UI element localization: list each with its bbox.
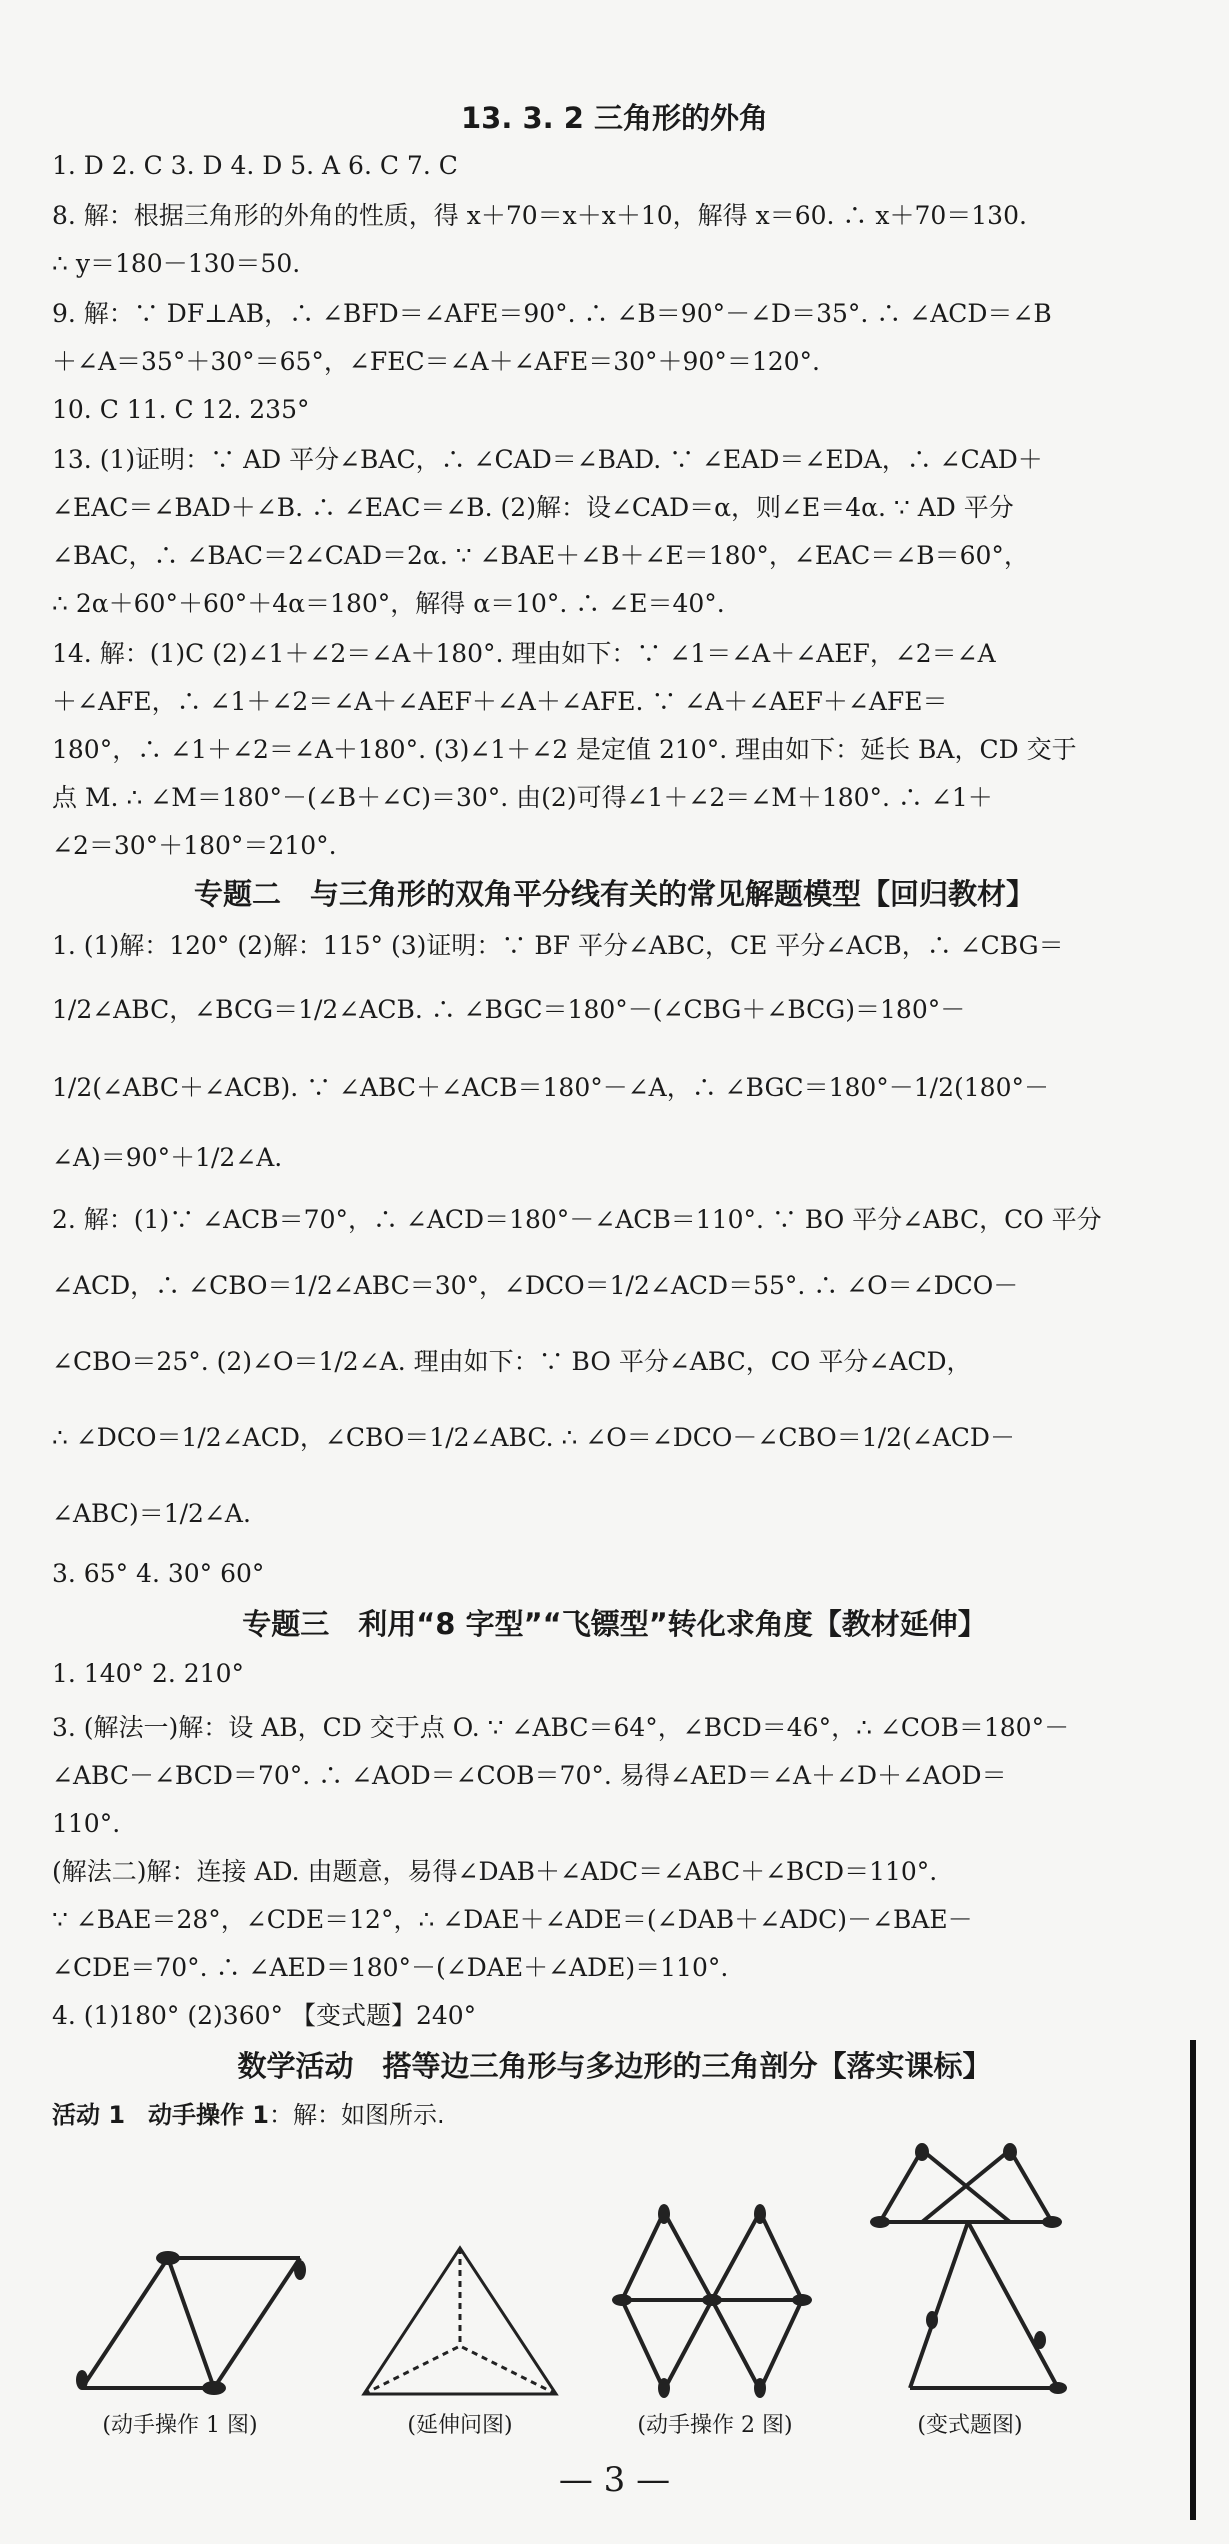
answer-line: ∵ ∠BAE＝28°，∠CDE＝12°，∴ ∠DAE＋∠ADE＝(∠DAB＋∠ADC)－∠BAE－ (52, 1905, 973, 1934)
answer-line: 1/2(∠ABC＋∠ACB). ∵ ∠ABC＋∠ACB＝180°－∠A，∴ ∠BGC＝180°－1/2(180°－ (52, 1073, 1049, 1102)
answer-line: ∴ y＝180－130＝50. (52, 249, 301, 278)
activity-text: ：解：如图所示. (269, 2101, 445, 2129)
answer-line: (解法二)解：连接 AD. 由题意，易得∠DAB＋∠ADC＝∠ABC＋∠BCD＝110°. (52, 1857, 938, 1886)
page-number: — 3 — (558, 2460, 671, 2500)
activity-op-label: 动手操作 1 (147, 2101, 270, 2129)
answer-line: ∠2＝30°＋180°＝210°. (52, 831, 337, 860)
answer-line: 8. 解：根据三角形的外角的性质，得 x＋70＝x＋x＋10，解得 x＝60. ∴ x＋70＝130. (52, 201, 1027, 230)
answer-line: ∠ABC)＝1/2∠A. (52, 1499, 251, 1528)
answer-line: 2. 解：(1)∵ ∠ACB＝70°，∴ ∠ACD＝180°－∠ACB＝110°. ∵ BO 平分∠ABC，CO 平分 (52, 1205, 1102, 1234)
figure-hands-on-1 (76, 2251, 306, 2395)
margin-bar (1190, 2040, 1196, 2520)
answer-line: ∠CBO＝25°. (2)∠O＝1/2∠A. 理由如下：∵ BO 平分∠ABC，CO 平分∠ACD， (52, 1347, 972, 1376)
activity-title: 数学活动 搭等边三角形与多边形的三角剖分【落实课标】 (237, 2049, 992, 2083)
figure-extension (364, 2248, 556, 2394)
answer-line: 1. (1)解：120° (2)解：115° (3)证明：∵ BF 平分∠ABC，CE 平分∠ACB，∴ ∠CBG＝ (52, 931, 1064, 960)
answer-line: 180°，∴ ∠1＋∠2＝∠A＋180°. (3)∠1＋∠2 是定值 210°. 理由如下：延长 BA，CD 交于 (52, 735, 1077, 764)
answer-line: 110°. (52, 1809, 121, 1838)
answer-line: 1/2∠ABC，∠BCG＝1/2∠ACB. ∴ ∠BGC＝180°－(∠CBG＋∠BCG)＝180°－ (52, 995, 966, 1024)
answer-line: 1. 140° 2. 210° (52, 1659, 244, 1688)
answer-line: 3. (解法一)解：设 AB，CD 交于点 O. ∵ ∠ABC＝64°，∠BCD＝46°，∴ ∠COB＝180°－ (52, 1713, 1070, 1742)
answer-line: 点 M. ∴ ∠M＝180°－(∠B＋∠C)＝30°. 由(2)可得∠1＋∠2＝∠M＋180°. ∴ ∠1＋ (52, 783, 993, 812)
answer-line: ∠BAC，∴ ∠BAC＝2∠CAD＝2α. ∵ ∠BAE＋∠B＋∠E＝180°，∠EAC＝∠B＝60°， (52, 541, 1029, 570)
figure-variant (870, 2143, 1067, 2394)
answer-line: ∴ 2α＋60°＋60°＋4α＝180°，解得 α＝10°. ∴ ∠E＝40°. (52, 589, 725, 618)
answer-line: ∴ ∠DCO＝1/2∠ACD，∠CBO＝1/2∠ABC. ∴ ∠O＝∠DCO－∠CBO＝1/2(∠ACD－ (52, 1423, 1015, 1452)
topic3-title: 专题三 利用“8 字型”“飞镖型”转化求角度【教材延伸】 (242, 1607, 987, 1641)
answer-line: ∠ACD，∴ ∠CBO＝1/2∠ABC＝30°，∠DCO＝1/2∠ACD＝55°. ∴ ∠O＝∠DCO－ (52, 1271, 1019, 1300)
answer-line: 13. (1)证明：∵ AD 平分∠BAC，∴ ∠CAD＝∠BAD. ∵ ∠EAD＝∠EDA，∴ ∠CAD＋ (52, 445, 1043, 474)
caption-variant: (变式题图) (917, 2413, 1023, 2438)
activity-label: 活动 1 (52, 2101, 126, 2129)
answer-line: 3. 65° 4. 30° 60° (52, 1559, 265, 1588)
caption-hands-on-2: (动手操作 2 图) (637, 2413, 793, 2438)
answer-line: ∠ABC－∠BCD＝70°. ∴ ∠AOD＝∠COB＝70°. 易得∠AED＝∠A＋∠D＋∠AOD＝ (52, 1761, 1007, 1790)
caption-extension: (延伸问图) (407, 2413, 513, 2438)
answer-line: 4. (1)180° (2)360° 【变式题】240° (52, 2001, 477, 2030)
answer-line: ∠A)＝90°＋1/2∠A. (52, 1143, 283, 1172)
answer-line: ＋∠AFE，∴ ∠1＋∠2＝∠A＋∠AEF＋∠A＋∠AFE. ∵ ∠A＋∠AEF＋∠AFE＝ (52, 687, 948, 716)
answer-line: ∠EAC＝∠BAD＋∠B. ∴ ∠EAC＝∠B. (2)解：设∠CAD＝α，则∠E＝4α. ∵ AD 平分 (52, 493, 1014, 522)
section-title: 13. 3. 2 三角形的外角 (460, 101, 769, 135)
answer-line: 14. 解：(1)C (2)∠1＋∠2＝∠A＋180°. 理由如下：∵ ∠1＝∠A＋∠AEF，∠2＝∠A (52, 639, 996, 668)
answer-line: ＋∠A＝35°＋30°＝65°，∠FEC＝∠A＋∠AFE＝30°＋90°＝120°. (52, 347, 820, 376)
topic2-title: 专题二 与三角形的双角平分线有关的常见解题模型【回归教材】 (193, 877, 1035, 911)
answer-line: 9. 解：∵ DF⊥AB，∴ ∠BFD＝∠AFE＝90°. ∴ ∠B＝90°－∠D＝35°. ∴ ∠ACD＝∠B (52, 299, 1052, 328)
caption-hands-on-1: (动手操作 1 图) (102, 2413, 258, 2438)
answer-line: 1. D 2. C 3. D 4. D 5. A 6. C 7. C (52, 151, 458, 180)
answer-line: ∠CDE＝70°. ∴ ∠AED＝180°－(∠DAE＋∠ADE)＝110°. (52, 1953, 729, 1982)
answer-line: 10. C 11. C 12. 235° (52, 395, 310, 424)
figure-hands-on-2 (612, 2204, 812, 2398)
